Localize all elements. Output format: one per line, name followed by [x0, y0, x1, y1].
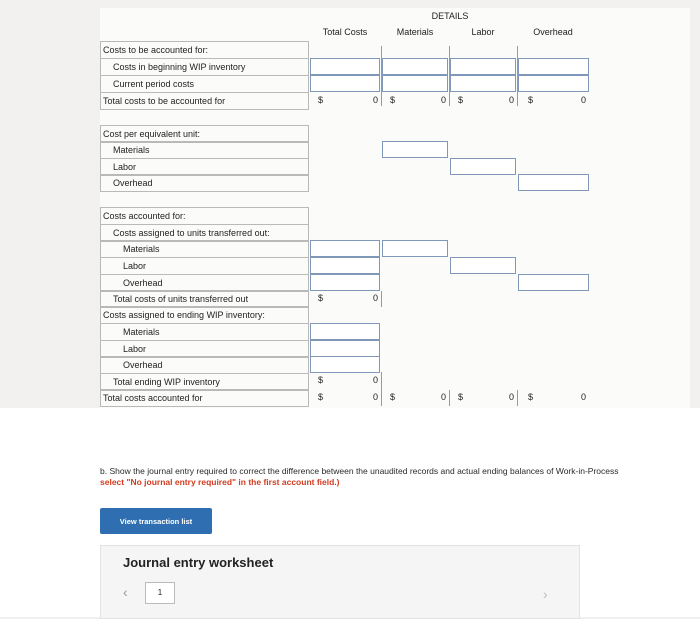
header-labor: Labor: [471, 27, 495, 37]
total-accounted-materials: 0: [440, 392, 446, 402]
currency-symbol: $: [318, 375, 324, 385]
chevron-left-icon[interactable]: ‹: [123, 584, 128, 600]
view-transaction-list-button[interactable]: View transaction list: [100, 508, 212, 534]
cpeu-labor-input[interactable]: [450, 158, 516, 175]
total-accounted-overhead: 0: [580, 392, 586, 402]
row-label-total-ending: Total ending WIP inventory: [100, 373, 309, 391]
row-label-ending-overhead: Overhead: [100, 356, 309, 374]
currency-symbol: $: [458, 95, 464, 105]
row-label-transferred-materials: Materials: [100, 240, 309, 258]
current-period-labor-input[interactable]: [450, 75, 516, 92]
column-divider: [381, 291, 382, 307]
chevron-right-icon[interactable]: ›: [543, 586, 548, 602]
transferred-overhead-input[interactable]: [518, 274, 589, 291]
row-label-assigned-ending: Costs assigned to ending WIP inventory:: [100, 306, 309, 324]
row-label-cpeu-overhead: Overhead: [100, 174, 309, 192]
currency-symbol: $: [528, 95, 534, 105]
currency-symbol: $: [458, 392, 464, 402]
transferred-overhead-total-input[interactable]: [310, 274, 380, 291]
total-accounted-labor: 0: [508, 392, 514, 402]
cost-reconciliation-table: [100, 8, 690, 408]
total-accounted-total: 0: [372, 392, 378, 402]
details-group-header: DETAILS: [431, 11, 469, 21]
total-to-account-labor: 0: [508, 95, 514, 105]
ending-labor-total-input[interactable]: [310, 340, 380, 357]
current-period-overhead-input[interactable]: [518, 75, 589, 92]
beginning-wip-materials-input[interactable]: [382, 58, 448, 75]
transferred-materials-input[interactable]: [382, 240, 448, 257]
currency-symbol: $: [390, 95, 396, 105]
worksheet-title: Journal entry worksheet: [123, 555, 274, 570]
column-divider: [449, 390, 450, 406]
row-label-transferred-overhead: Overhead: [100, 274, 309, 292]
ending-overhead-total-input[interactable]: [310, 356, 380, 373]
header-materials: Materials: [396, 27, 434, 37]
currency-symbol: $: [318, 293, 324, 303]
transferred-materials-total-input[interactable]: [310, 240, 380, 257]
row-label-total-transferred: Total costs of units transferred out: [100, 290, 309, 308]
header-total-costs: Total Costs: [322, 27, 368, 37]
row-label-beginning-wip: Costs in beginning WIP inventory: [100, 58, 309, 76]
row-label-assigned-transferred: Costs assigned to units transferred out:: [100, 224, 309, 242]
transferred-labor-total-input[interactable]: [310, 257, 380, 274]
row-label-costs-accounted-for: Costs accounted for:: [100, 207, 309, 225]
column-divider: [381, 372, 382, 406]
row-label-ending-materials: Materials: [100, 323, 309, 341]
journal-entry-worksheet: [100, 545, 580, 619]
currency-symbol: $: [390, 392, 396, 402]
row-label-current-period: Current period costs: [100, 75, 309, 93]
column-divider: [517, 390, 518, 406]
beginning-wip-overhead-input[interactable]: [518, 58, 589, 75]
row-label-transferred-labor: Labor: [100, 257, 309, 275]
question-instruction: select "No journal entry required" in the first account field.): [100, 477, 340, 487]
total-transferred-value: 0: [372, 293, 378, 303]
current-period-materials-input[interactable]: [382, 75, 448, 92]
currency-symbol: $: [318, 95, 324, 105]
transferred-labor-input[interactable]: [450, 257, 516, 274]
worksheet-page-tab[interactable]: 1: [145, 582, 175, 604]
beginning-wip-labor-input[interactable]: [450, 58, 516, 75]
beginning-wip-total-input[interactable]: [310, 58, 380, 75]
row-label-total-accounted: Total costs accounted for: [100, 389, 309, 407]
row-label-cost-per-eu: Cost per equivalent unit:: [100, 125, 309, 143]
row-label-costs-to-account: Costs to be accounted for:: [100, 41, 309, 59]
row-label-ending-labor: Labor: [100, 340, 309, 358]
row-label-total-to-account: Total costs to be accounted for: [100, 92, 309, 110]
cpeu-materials-input[interactable]: [382, 141, 448, 158]
total-ending-value: 0: [372, 375, 378, 385]
row-label-cpeu-labor: Labor: [100, 158, 309, 176]
currency-symbol: $: [318, 392, 324, 402]
question-text: b. Show the journal entry required to correct the difference between the unaudited records and actual ending balances of Work-in-Process: [100, 466, 619, 476]
ending-materials-total-input[interactable]: [310, 323, 380, 340]
total-to-account-total: 0: [372, 95, 378, 105]
total-to-account-materials: 0: [440, 95, 446, 105]
question-b: [100, 466, 700, 488]
current-period-total-input[interactable]: [310, 75, 380, 92]
cpeu-overhead-input[interactable]: [518, 174, 589, 191]
header-overhead: Overhead: [533, 27, 573, 37]
total-to-account-overhead: 0: [580, 95, 586, 105]
currency-symbol: $: [528, 392, 534, 402]
row-label-cpeu-materials: Materials: [100, 141, 309, 159]
